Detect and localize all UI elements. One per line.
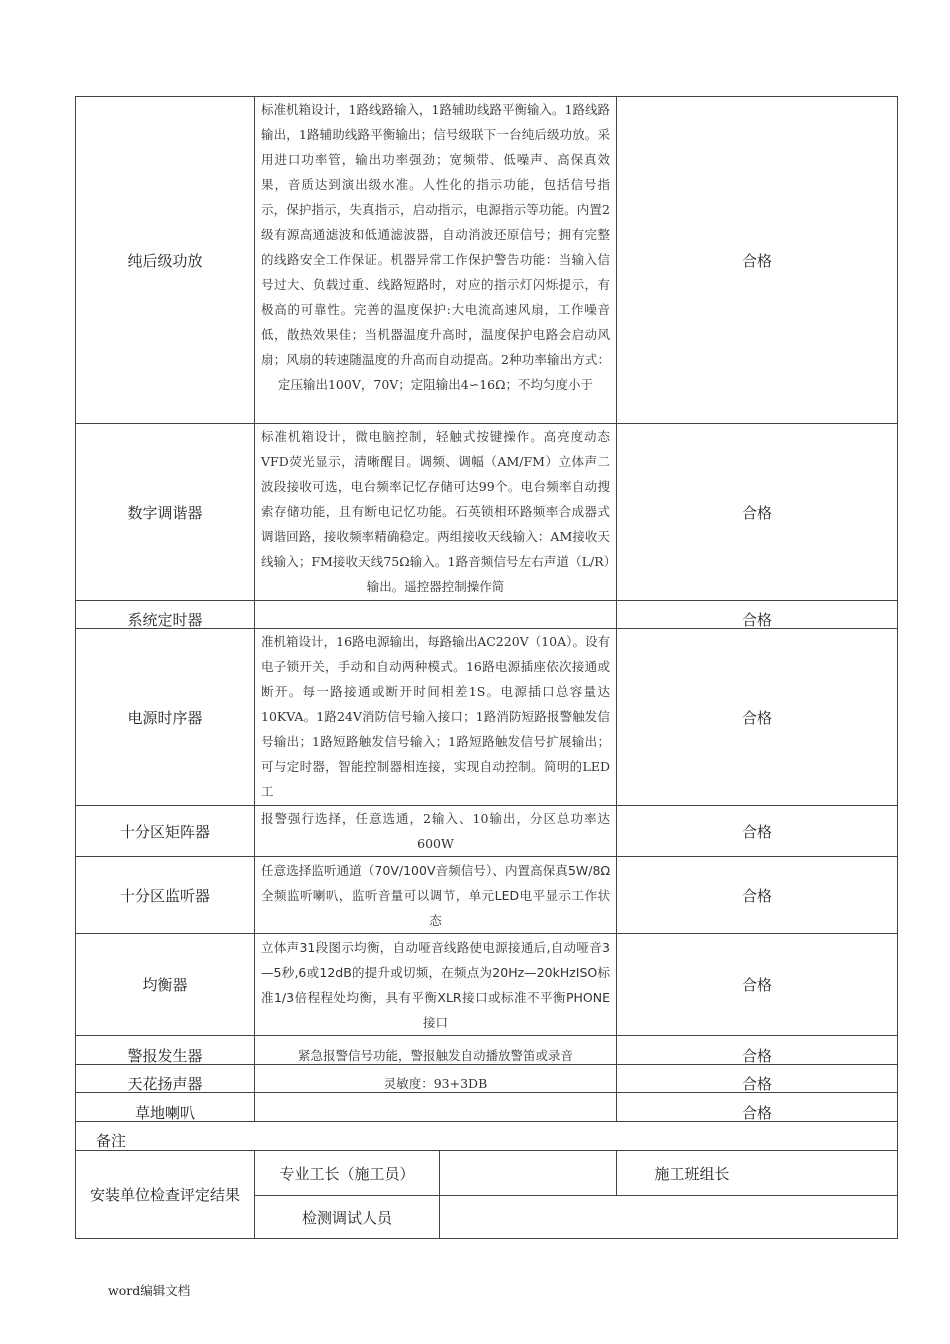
table-row [76,1065,898,1093]
table-row [76,857,898,934]
item-description-cell [255,97,617,424]
item-description: 报警强行选择，任意选通，2输入、10输出，分区总功率达600W [255,806,617,857]
item-description: 任意选择监听通道（70V/100V音频信号）、内置高保真5W/8Ω全频监听喇叭，监听音量可以调节，单元LED电平显示工作状态 [255,857,617,934]
inspection-table [75,96,898,1239]
tester-signature-field[interactable] [440,1196,898,1239]
item-name: 纯后级功放 [76,97,255,424]
item-name: 系统定时器 [76,601,255,629]
item-description-cell [255,424,617,601]
table-row [76,1036,898,1065]
item-name: 数字调谐器 [76,424,255,601]
table-row [76,934,898,1036]
item-name: 天花扬声器 [76,1065,255,1093]
team-leader-cell [617,1151,898,1196]
team-leader-label: 施工班组长 [654,1164,730,1183]
signoff-row [76,1151,898,1196]
item-result: 合格 [617,934,898,1036]
foreman-signature-field[interactable] [440,1151,617,1196]
item-result: 合格 [617,806,898,857]
item-description [255,601,617,629]
item-result: 合格 [617,1036,898,1065]
item-description-cell [255,629,617,806]
item-result: 合格 [617,629,898,806]
note-row [76,1122,898,1151]
item-description: 标准机箱设计，1路线路输入，1路辅助线路平衡输入。1路线路输出，1路辅助线路平衡输出；信号级联下一台纯后级功放。采用进口功率管，输出功率强劲；宽频带、低噪声、高保真效果，音质达到演出级水准。人性化的指示功能，包括信号指示，保护指示，失真指示，启动指示，电源指示等功能。内置2级有源高通滤波和低通滤波器，自动消波还原信号；拥有完整的线路安全工作保证。机器异常工作保护警告功能：当输入信号过大、负载过重、线路短路时，对应的指示灯闪烁提示，有极高的可靠性。完善的温度保护:大电流高速风扇，工作噪音低，散热效果佳；当机器温度升高时，温度保护电路会启动风扇；风扇的转速随温度的升高而自动提高。2种功率输出方式：定压输出100V，70V；定阻输出4∽16Ω；不均匀度小于 [261,102,610,392]
tester-label: 检测调试人员 [255,1196,440,1239]
note-label: 备注 [76,1122,898,1151]
item-name: 十分区监听器 [76,857,255,934]
item-name: 警报发生器 [76,1036,255,1065]
item-name: 草地喇叭 [76,1093,255,1122]
item-description: 立体声31段图示均衡，自动哑音线路使电源接通后,自动哑音3—5秒,6或12dB的提升或切频，在频点为20Hz—20kHzISO标准1/3倍程程处均衡，具有平衡XLR接口或标准不平衡PHONE接口 [255,934,617,1036]
item-name: 十分区矩阵器 [76,806,255,857]
item-description: 紧急报警信号功能，警报触发自动播放警笛或录音 [255,1036,617,1065]
table-row [76,1093,898,1122]
item-result: 合格 [617,97,898,424]
item-result: 合格 [617,601,898,629]
item-description [255,1093,617,1122]
item-result: 合格 [617,1093,898,1122]
item-result: 合格 [617,857,898,934]
item-name: 电源时序器 [76,629,255,806]
table-row [76,424,898,601]
item-description: 准机箱设计，16路电源输出，每路输出AC220V（10A）。设有电子锁开关，手动和自动两种模式。16路电源插座依次接通或断开。每一路接通或断开时间相差1S。电源插口总容量达10KVA。1路24V消防信号输入接口；1路消防短路报警触发信号输出；1路短路触发信号输入；1路短路触发信号扩展输出；可与定时器，智能控制器相连接，实现自动控制。简明的LED工 [261,634,610,799]
table-row [76,97,898,424]
item-result: 合格 [617,1065,898,1093]
item-result: 合格 [617,424,898,601]
signoff-label: 安装单位检查评定结果 [76,1151,255,1239]
item-name: 均衡器 [76,934,255,1036]
item-description: 灵敏度：93+3DB [255,1065,617,1093]
item-description: 标准机箱设计，微电脑控制，轻触式按键操作。高亮度动态VFD荧光显示，清晰醒目。调频、调幅（AM/FM）立体声二波段接收可选，电台频率记忆存储可达99个。电台频率自动搜索存储功能，且有断电记忆功能。石英锁相环路频率合成器式调谐回路，接收频率精确稳定。两组接收天线输入：AM接收天线输入；FM接收天线75Ω输入。1路音频信号左右声道（L/R）输出。遥控器控制操作简 [261,429,610,594]
table-row [76,629,898,806]
table-row [76,806,898,857]
foreman-label: 专业工长（施工员） [255,1151,440,1196]
table-row [76,601,898,629]
footer-text: word编辑文档 [108,1283,191,1298]
